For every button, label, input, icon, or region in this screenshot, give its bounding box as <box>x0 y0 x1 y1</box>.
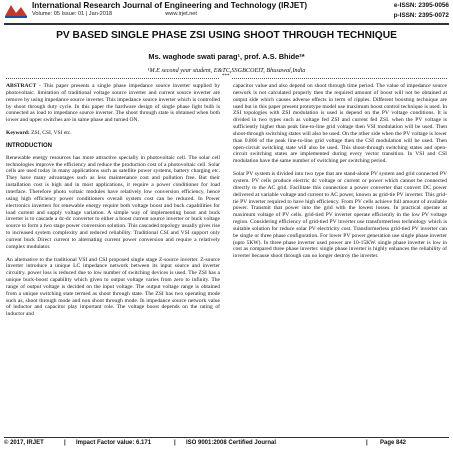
right-paragraph-1: capacitor value and also depend on shoot through time period. The value of impedance source network is not calculated properly then the required amount of boost will not be obtained at output side which causes adverse effects in term of ripples. Different boosting technique are used but in this paper present prototype model use maximum boost control technique is used. In ZSI topologies with ZSI modulation is used is depend on the PV voltage conditions. It is divided in two types such as voltage fed ZSI and current fed ZSI. when the PV voltage is sufficiently higher than peak line-to-line grid voltage then VSI modulation will be used. Then shoot-through switching states will also be used. On the other side when the PV voltage is lower than 0.866 of the peak line-to-line grid voltage then the CSI modulation will be used. Then open-circuit switching state will also be used. This shoot-through switching states and open-circuit switching states are implemented during every vector transition. In VSI and CSI modulation have the same number of switching per switching period. <box>233 83 447 165</box>
journal-website[interactable]: www.irjet.net <box>165 11 197 17</box>
footer-copyright: © 2017, IRJET <box>4 440 44 446</box>
p-issn: p-ISSN: 2395-0072 <box>393 12 449 19</box>
journal-title: International Research Journal of Engineering and Technology (IRJET) <box>32 1 308 10</box>
journal-header <box>0 0 453 22</box>
abstract-paragraph <box>6 83 220 124</box>
journal-logo <box>3 2 29 20</box>
right-paragraph-2: Solar PV system is divided into two type that are stand-alone PV system and grid connected PV system. PV cells produce electric dc voltage or current or power which cannot be connected directly to the AC grid. Facilitate this connection a power converter that convert DC power delivered at variable voltage and current to AC power, known as grid-tie PV inverter. This grid-tie PV inverter required to have high efficiency. From PV cells achieve full amount of available power. Transmit that power into the grid with the lowest losses. In practical operate at maximum voltage of PV cells. grid-tied PV inverter operate efficiently in the low PV voltage region. Considering efficiency of grid-tied PV inverter use transformerless technology which is suitable solution for reduce solar PV electricity cost. Transformerless grid-tied PV inverter can be single or three phase configuration. For lower PV power generation use single phase inverter (upto 5KW). In three phase inverter used power are 10-15KW. single phase inverter is low in cost as compared three phase inverter. single phase inverter is highly enhances the reliability of inverter because shoot through can no longer destroy the inverter. <box>233 171 447 260</box>
intro-paragraph-1: Renewable energy resources has more attractive specially in photovoltaic cell. The solar cell technologies improve the efficiency and reduce the production cost of a photovoltaic cell. Solar cells are used today in many applications such as satellite power systems, battery charging etc. They have many advantages such as less maintenance cost and pollution free. But their installation cost is high and in most applications, it require a power conditioner for load interface. Therefore photo voltaic modules have relatively low conversion efficiency, hence using high efficiency power conditioners overall system cost can be reduced. In Power electronics inverters for renewable energy require both voltage boost and buck capabilities for load current and supply voltage variation. A simple way of implementing boost and buck inverter is to cascade a dc-dc converter to either a boost current source inverter or buck voltage source to form a two stage power conversion solution. This cascaded topology usually gives rise to increased system complexity and reduced reliability. Traditional CSI and VSI support only current buck Direct current to alternating current power conversion and require a relatively complex modulator. <box>6 154 220 250</box>
paper-title: PV BASED SINGLE PHASE ZSI USING SHOOT THROUGH TECHNIQUE <box>56 30 397 41</box>
footer-page-number: Page 842 <box>380 440 407 446</box>
footer-divider <box>4 437 449 438</box>
paper-authors: Ms. waghode swati parag¹, prof. A.S. Bhide²* <box>148 52 305 61</box>
page-footer <box>4 440 449 451</box>
footer-iso: ISO 9001:2008 Certified Journal <box>186 440 277 446</box>
introduction-heading: INTRODUCTION <box>6 142 52 149</box>
right-column <box>233 83 447 266</box>
footer-impact-factor: Impact Factor value: 6.171 <box>76 440 152 446</box>
separator-mark: *** <box>222 74 230 79</box>
volume-issue: Volume: 05 Issue: 01 | Jan-2018 <box>32 11 113 17</box>
journal-volume-line <box>32 11 197 17</box>
header-divider <box>4 23 449 25</box>
footer-separator: | <box>366 440 368 446</box>
left-column <box>6 83 220 324</box>
footer-separator: | <box>64 440 66 446</box>
author-affiliation: ¹M.E second year student, E&TC,SSGBCOEIT, Bhusawal,India <box>147 67 306 74</box>
footer-separator: | <box>174 440 176 446</box>
e-issn: e-ISSN: 2395-0056 <box>393 2 449 9</box>
keywords-text: ZSI, CSI, VSI etc. <box>29 130 72 137</box>
keywords-line <box>6 130 220 137</box>
abstract-text: - This paper presents a single phase impedance source inverter supplied by photovoltaic. limitation of traditional voltage source inverter and current source inverter are remove by using impedance source inverter. This impedance source inverter which is controlled by shoot through duty cycle. In this paper the hardware design of single phase light bulb is connected as load to impedance source inverter. The shoot through state is obtained when both lower and upper switches are in same phase and turned ON. <box>6 83 220 124</box>
abstract-label: ABSTRACT <box>6 83 37 89</box>
intro-paragraph-2: An alternative to the traditional VSI and CSI proposed single stage Z-source inverter. Z-source inverter introduce a unique LC impedance network between its input source and inverter circuitry. power loss is reduced due to low number of switching devices is used. The ZSI has a unique buck-boost capability which given to output voltage varies from zero to infinity. The range of output voltage is decided on the input voltage. The output voltage range is obtained from a unique switching state termed as shoot through state. The ZSI has two operating mode such as, shoot through mode and non shoot through mode. In impedance source network value of inductor and capacitor play important role. The voltage boost depends on the rating of inductor and <box>6 256 220 318</box>
section-separator <box>6 74 447 79</box>
keywords-label: Keyword: <box>6 130 30 137</box>
